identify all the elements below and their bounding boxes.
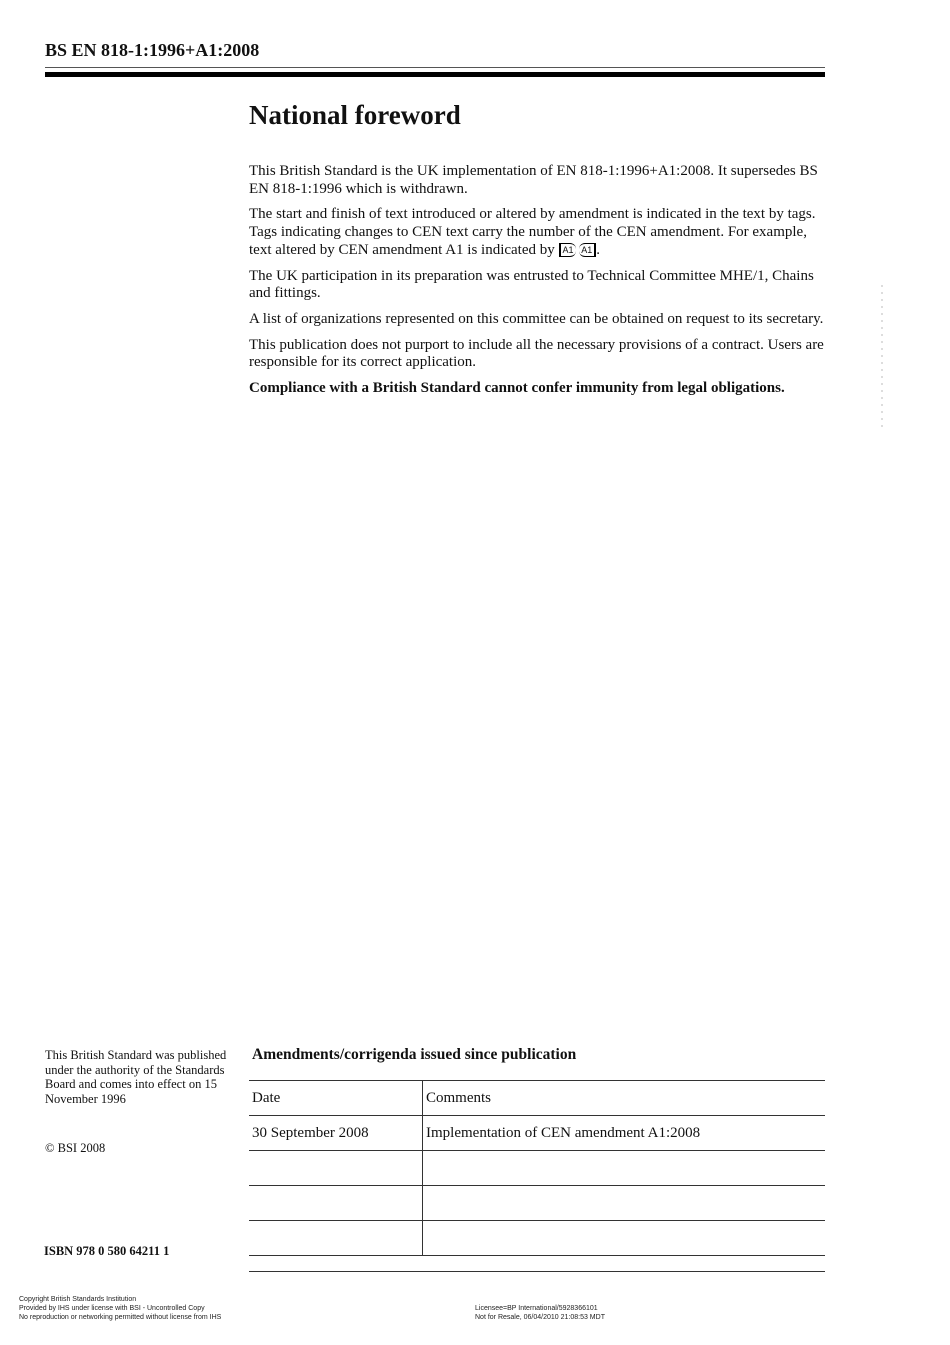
table-header-row: [249, 1081, 825, 1116]
foreword-paragraph: A list of organizations represented on this committee can be obtained on request to its secretary.: [249, 310, 824, 327]
amendment-end-tag-icon: A1: [579, 243, 596, 257]
table-row: [249, 1186, 825, 1221]
foreword-paragraph: This publication does not purport to include all the necessary provisions of a contract. Users are responsible for its correct application.: [249, 336, 824, 371]
table-row: [249, 1116, 825, 1151]
foreword-paragraph: The UK participation in its preparation was entrusted to Technical Committee MHE/1, Chains and fittings.: [249, 267, 814, 302]
footer-rule: [249, 1271, 825, 1272]
isbn: ISBN 978 0 580 64211 1: [44, 1244, 170, 1258]
cell-date: [249, 1151, 423, 1186]
cell-date: [249, 1186, 423, 1221]
table-row: [249, 1151, 825, 1186]
foreword-body: [249, 163, 827, 406]
foreword-paragraph: This British Standard is the UK implementation of EN 818-1:1996+A1:2008. It supersedes BS EN 818-1:1996 which is withdrawn.: [249, 163, 818, 197]
foreword-paragraph-end: .: [596, 241, 601, 258]
foreword-paragraph: [249, 206, 827, 259]
compliance-statement: Compliance with a British Standard cannot confer immunity from legal obligations.: [249, 380, 785, 397]
page-title: National foreword: [249, 100, 461, 130]
foreword-paragraph-text: The start and finish of text introduced or altered by amendment is indicated in the text by tags. Tags indicating changes to CEN text carry the number of the CEN amendment. For example, text altered by CEN amendment A1 is indicated by: [249, 206, 816, 258]
cell-comments: [423, 1186, 826, 1221]
cell-date: 30 September 2008: [249, 1116, 423, 1151]
header-rule-thick: [45, 72, 825, 77]
amendment-start-tag-icon: A1: [559, 243, 576, 257]
cell-comments: [423, 1151, 826, 1186]
footer-line: Copyright British Standards Institution: [19, 1296, 137, 1303]
amendments-title: Amendments/corrigenda issued since publication: [252, 1046, 577, 1063]
footer-line: No reproduction or networking permitted without license from IHS: [19, 1313, 222, 1321]
document-id: BS EN 818-1:1996+A1:2008: [45, 40, 260, 60]
footer-license-right: [475, 1305, 605, 1323]
cell-comments: [423, 1221, 826, 1256]
publication-note: This British Standard was published under the authority of the Standards Board and comes into effect on 15 November 1996: [45, 1048, 227, 1106]
copyright-notice: © BSI 2008: [45, 1141, 106, 1155]
footer-line: Provided by IHS under license with BSI - Uncontrolled Copy: [19, 1304, 205, 1312]
footer-license-left: [19, 1296, 221, 1322]
header-rule-thin: [45, 67, 825, 68]
footer-line: Licensee=BP International/5928366101: [475, 1305, 598, 1312]
footer-line: Not for Resale, 06/04/2010 21:08:53 MDT: [475, 1313, 605, 1321]
table-row: [249, 1221, 825, 1256]
amendments-table: [249, 1080, 825, 1256]
margin-mark: [881, 285, 883, 430]
cell-comments: Implementation of CEN amendment A1:2008: [423, 1116, 826, 1151]
cell-date: [249, 1221, 423, 1256]
column-header-comments: Comments: [423, 1081, 826, 1116]
column-header-date: Date: [249, 1081, 423, 1116]
